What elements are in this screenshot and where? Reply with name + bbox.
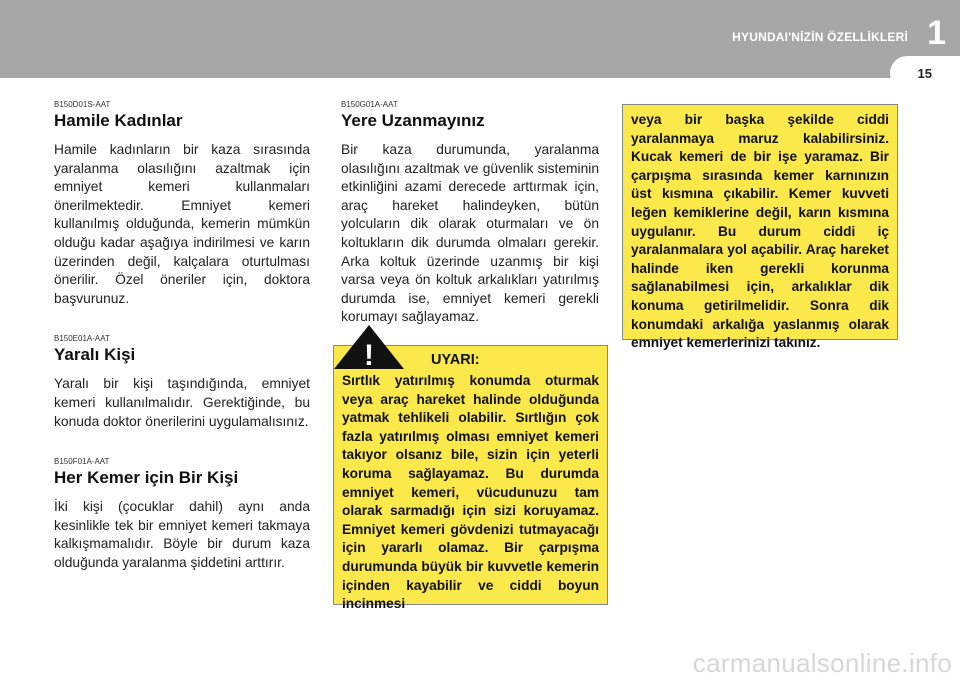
page-number: 15 bbox=[917, 66, 932, 81]
section-code: B150E01A-AAT bbox=[54, 334, 110, 344]
warning-box bbox=[333, 345, 608, 612]
section-injured-person bbox=[54, 334, 310, 431]
section-heading: Hamile Kadınlar bbox=[54, 111, 183, 130]
warning-continued-text: veya bir başka şekilde ciddi yaralanmaya maruz kalabilirsiniz. Kucak kemeri de bir işe yaramaz. Bir çarpışma sırasında kemer karnınızın üst kısmına çıkabilir. Kemer kuvveti leğen kemiklerine değil, karın kısmına uygulanır. Bu durum ciddi iç yaralanmalara yol açabilir. Araç hareket halinde iken gerekli korunma sağlanabilmesi için, arkalıklar dik konuma getirilmelidir. Sonra dik konumdaki arkalığa yaslanmış olarak emniyet kemerlerinizi takınız. bbox=[631, 112, 889, 351]
section-text: Hamile kadınların bir kaza sırasında yaralanma olasılığını azaltmak için emniyet kemeri kullanmaları önerilmektedir. Emniyet kemeri kullanılmış olduğunda, kemerin mümkün olduğu kadar aşağıya indirilmesi ve karın üzerinden değil, kalçalara oturtulması önerilir. Özel öneriler için, doktora başvurunuz. bbox=[54, 142, 310, 306]
section-text: Yaralı bir kişi taşındığında, emniyet kemeri kullanılmalıdır. Gerektiğinde, bu konuda doktor önerilerini uygulamalısınız. bbox=[54, 376, 310, 429]
warning-triangle-icon bbox=[332, 323, 406, 371]
middle-column bbox=[341, 100, 599, 327]
section-pregnant-women bbox=[54, 100, 310, 308]
section-code: B150D01S-AAT bbox=[54, 100, 111, 109]
section-code: B150F01A-AAT bbox=[54, 457, 110, 467]
section-heading: Yaralı Kişi bbox=[54, 345, 136, 365]
warning-continuation-box bbox=[622, 104, 898, 351]
chapter-number: 1 bbox=[927, 14, 946, 52]
section-heading: Her Kemer için Bir Kişi bbox=[54, 468, 239, 488]
left-column bbox=[54, 100, 310, 599]
section-text: İki kişi (çocuklar dahil) aynı anda kesinlikle tek bir emniyet kemeri takmaya kalkışmamalıdır. Böyle bir durum kaza olduğunda yaralanma şiddetini arttırır. bbox=[54, 499, 310, 570]
chapter-title: HYUNDAI'NİZİN ÖZELLİKLERİ bbox=[732, 30, 908, 44]
section-one-person-per-belt bbox=[54, 457, 310, 572]
warning-text: Sırtlık yatırılmış konumda oturmak veya araç hareket halinde olduğunda yatmak tehlikeli olabilir. Sırtlığın çok fazla yatırılmış olması emniyet kemeri takıyor olsanız bile, sizin için yeterli koruma sağlayamaz. Bu durumda emniyet kemeri, vücudunuzu tam olarak sarmadığı için sizi koruyamaz. Emniyet kemeri gövdenizi tutmayacağı için yararlı olamaz. Bir çarpışma durumunda büyük bir kuvvetle kemerin içinden kayabilir ve ciddi boyun incinmesi bbox=[342, 373, 599, 612]
section-code: B150G01A-AAT bbox=[341, 100, 398, 109]
warning-title: UYARI: bbox=[431, 352, 480, 368]
section-heading: Yere Uzanmayınız bbox=[341, 111, 485, 130]
warning-exclamation: ! bbox=[364, 339, 374, 371]
section-text: Bir kaza durumunda, yaralanma olasılığını azaltmak ve güvenlik sisteminin etkinliğini azami derecede arttırmak için, araç hareket halindeyken, bütün yolcuların dik olarak oturmaları ve ön koltukların dik durumda olmaları gerekir. Arka koltuk üzerinde uzanmış bir kişi varsa veya ön koltuk arkalıkları yatırılmış durumda ise, emniyet kemeri gerekli korumayı sağlayamaz. bbox=[341, 142, 599, 325]
watermark: carmanualsonline.info bbox=[692, 648, 952, 678]
